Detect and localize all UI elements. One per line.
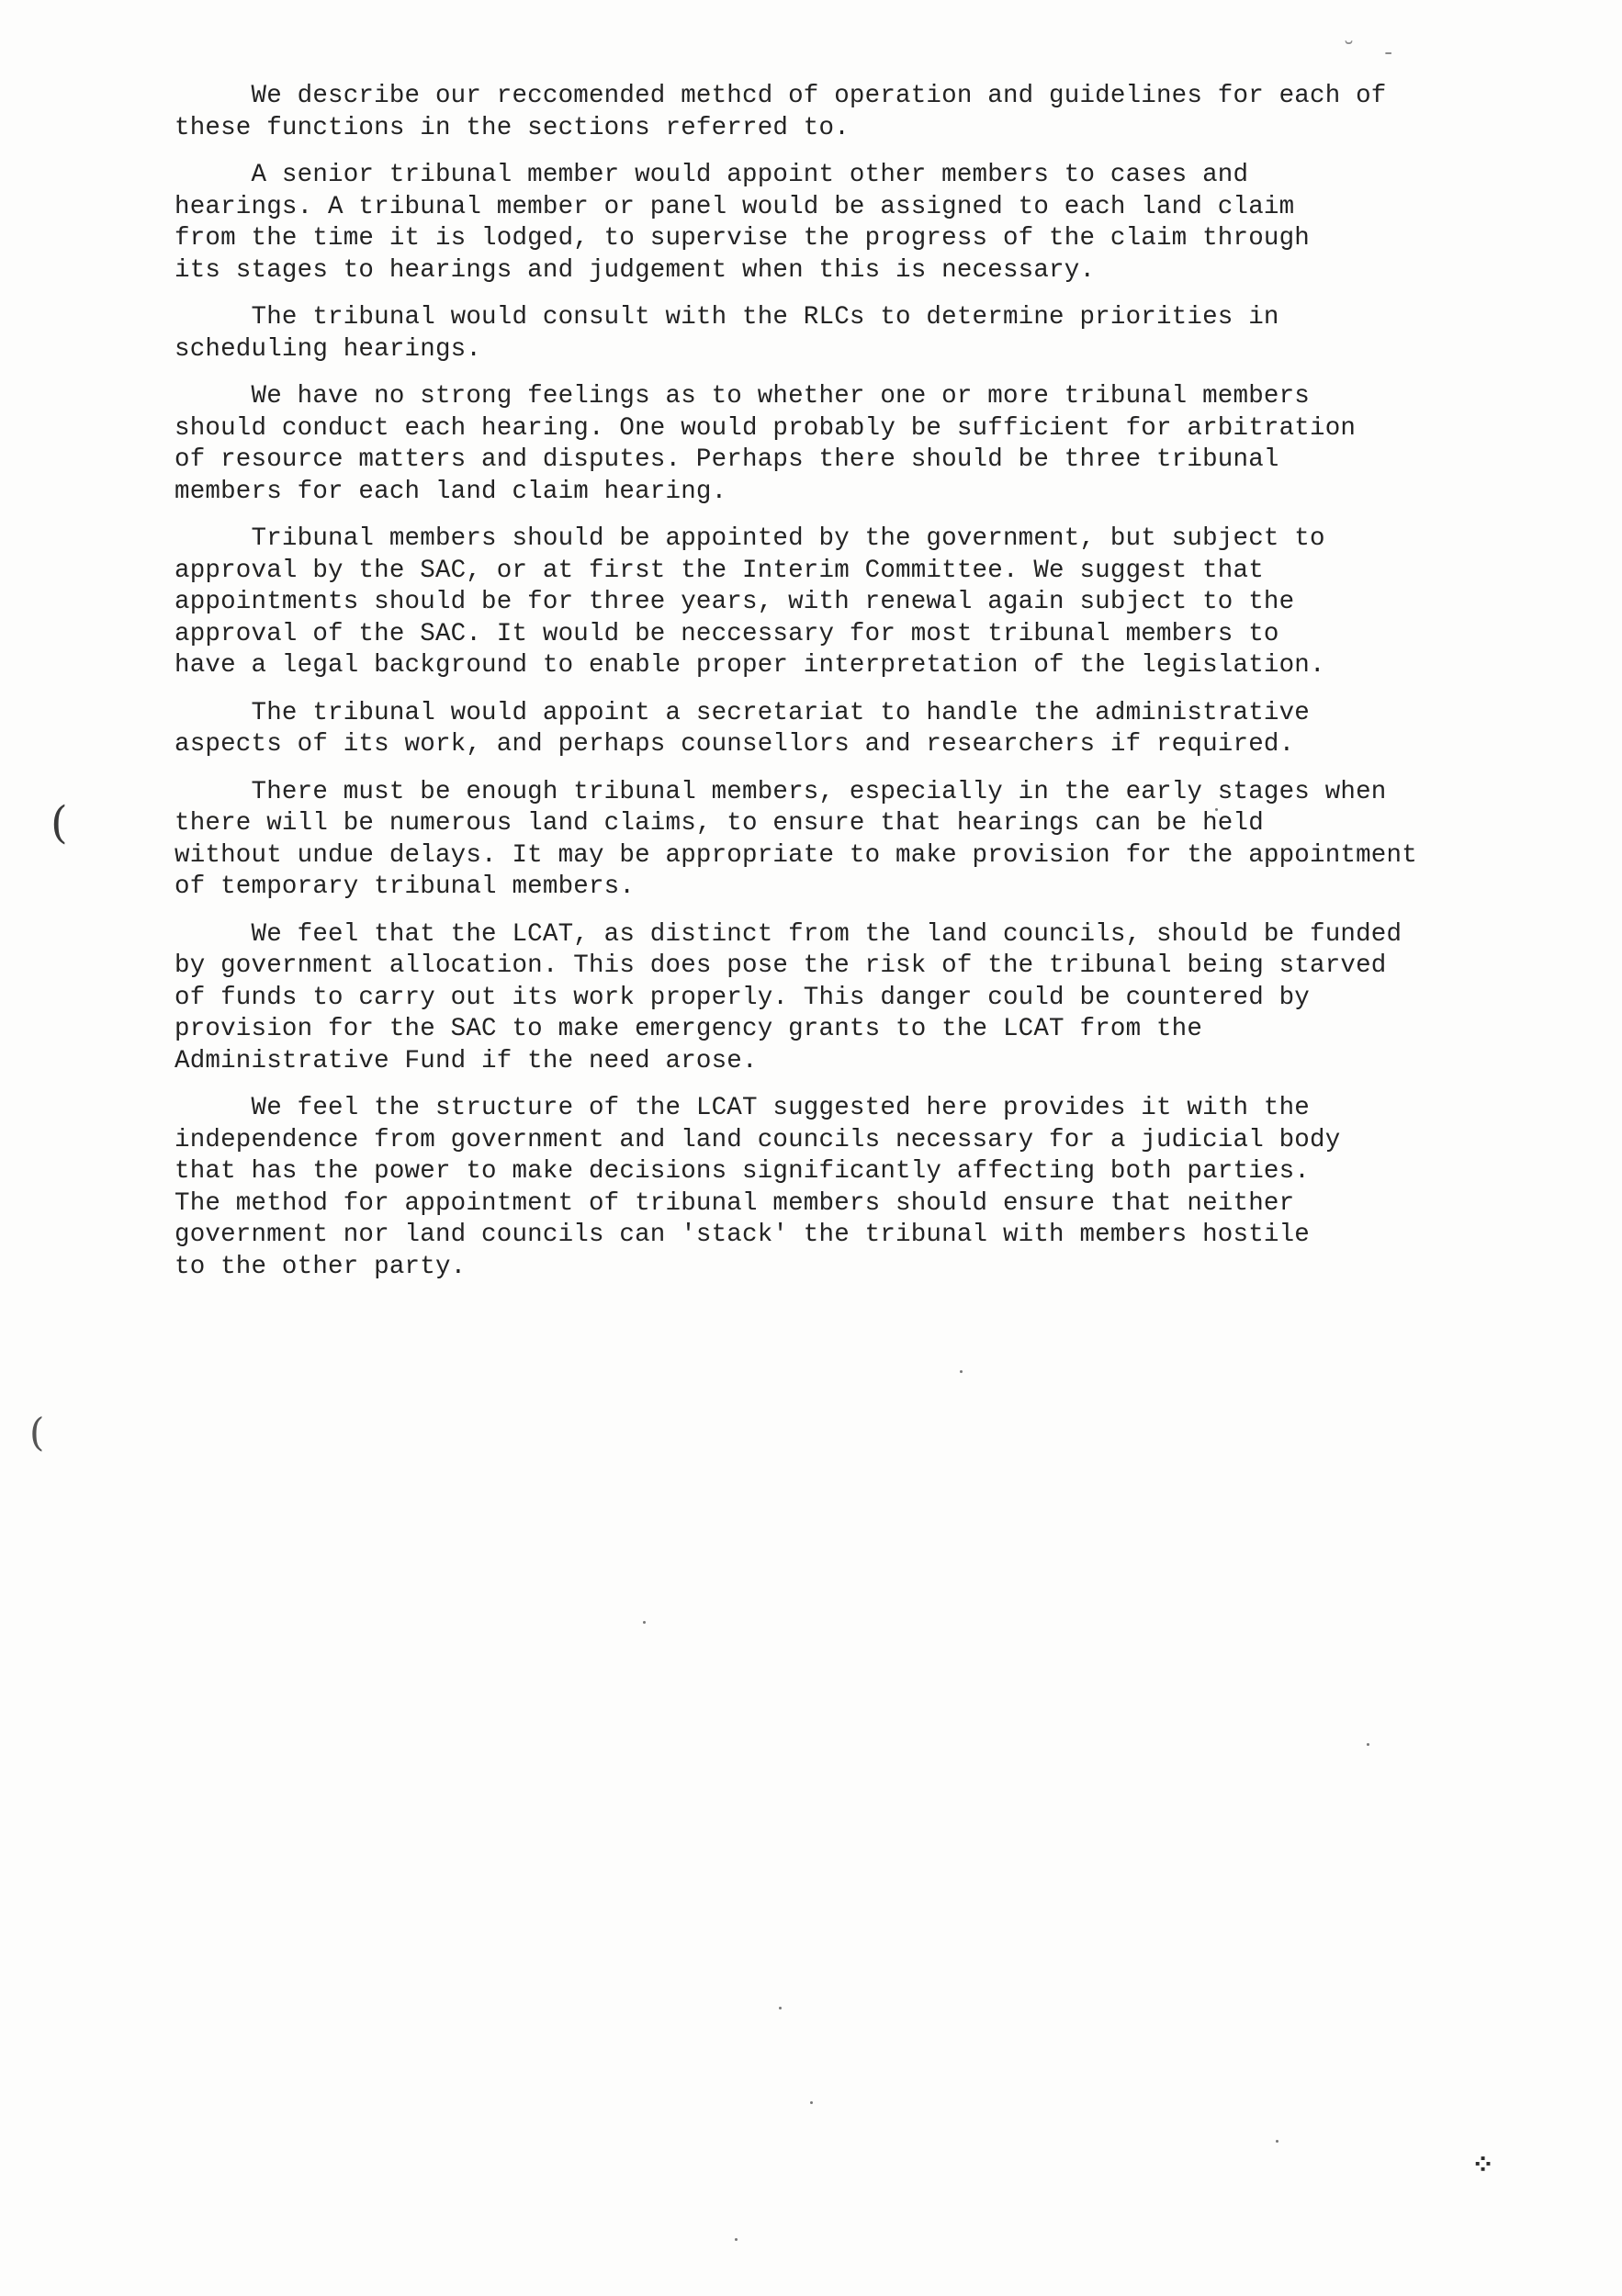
text-line: A senior tribunal member would appoint other members to cases and [175, 161, 1249, 189]
stray-marks-top: ˘ - [1343, 39, 1404, 66]
text-line: There must be enough tribunal members, especially in the early stages when [175, 777, 1387, 806]
speck [1276, 2140, 1278, 2143]
corner-smudge: ⁘ [1471, 2149, 1495, 2181]
text-line: these functions in the sections referred to. [175, 113, 850, 142]
speck [810, 2101, 813, 2104]
punch-hole-mark: ( [29, 1410, 45, 1455]
paragraph-1 [175, 81, 1589, 144]
text-line: approval by the SAC, or at first the Interim Committee. We suggest that [175, 556, 1264, 585]
speck [735, 2238, 738, 2241]
text-line: members for each land claim hearing. [175, 477, 727, 506]
paragraph-6 [175, 698, 1589, 761]
speck [1367, 1743, 1369, 1746]
text-line: scheduling hearings. [175, 334, 482, 364]
text-line: that has the power to make decisions significantly affecting both parties. [175, 1157, 1310, 1186]
paragraph-7 [175, 777, 1589, 904]
paragraph-5 [175, 523, 1589, 682]
text-line: by government allocation. This does pose the risk of the tribunal being starved [175, 951, 1387, 980]
text-line: approval of the SAC. It would be neccessary for most tribunal members to [175, 619, 1279, 648]
text-line: from the time it is lodged, to supervise the progress of the claim through [175, 224, 1310, 253]
speck [779, 2007, 782, 2009]
text-line: of funds to carry out its work properly. This danger could be countered by [175, 983, 1310, 1012]
text-line: of temporary tribunal members. [175, 872, 636, 901]
text-line: have a legal background to enable proper interpretation of the legislation. [175, 651, 1325, 680]
speck [643, 1621, 646, 1624]
speck [960, 1370, 963, 1373]
text-line: provision for the SAC to make emergency grants to the LCAT from the [175, 1015, 1203, 1043]
text-line: Tribunal members should be appointed by the government, but subject to [175, 524, 1325, 553]
paragraph-9 [175, 1093, 1589, 1283]
text-line: its stages to hearings and judgement when this is necessary. [175, 255, 1096, 285]
text-line: We describe our reccomended methcd of operation and guidelines for each of [175, 82, 1387, 110]
text-line: We have no strong feelings as to whether one or more tribunal members [175, 382, 1310, 411]
text-line: aspects of its work, and perhaps counsellors and researchers if required. [175, 730, 1295, 759]
paragraph-3 [175, 302, 1589, 366]
text-line: We feel the structure of the LCAT suggested here provides it with the [175, 1094, 1310, 1122]
text-line: The tribunal would consult with the RLCs to determine priorities in [175, 303, 1279, 332]
text-line: independence from government and land councils necessary for a judicial body [175, 1125, 1341, 1154]
text-line: without undue delays. It may be appropriate to make provision for the appointment [175, 840, 1417, 870]
typed-text-body [175, 81, 1589, 1299]
text-line: hearings. A tribunal member or panel would be assigned to each land claim [175, 192, 1295, 221]
text-line: appointments should be for three years, with renewal again subject to the [175, 588, 1295, 616]
text-line: government nor land councils can 'stack' the tribunal with members hostile [175, 1221, 1310, 1249]
text-line: The tribunal would appoint a secretariat to handle the administrative [175, 698, 1310, 727]
text-line: The method for appointment of tribunal members should ensure that neither [175, 1188, 1295, 1218]
paragraph-4 [175, 381, 1589, 508]
punch-hole-mark: ( [51, 797, 68, 849]
text-line: to the other party. [175, 1252, 467, 1281]
paragraph-2 [175, 160, 1589, 287]
paragraph-8 [175, 919, 1589, 1078]
text-line: should conduct each hearing. One would probably be sufficient for arbitration [175, 413, 1357, 443]
text-line: there will be numerous land claims, to ensure that hearings can be held [175, 809, 1264, 838]
text-line: We feel that the LCAT, as distinct from the land councils, should be funded [175, 919, 1402, 949]
text-line: of resource matters and disputes. Perhaps there should be three tribunal [175, 445, 1279, 474]
text-line: Administrative Fund if the need arose. [175, 1046, 758, 1075]
